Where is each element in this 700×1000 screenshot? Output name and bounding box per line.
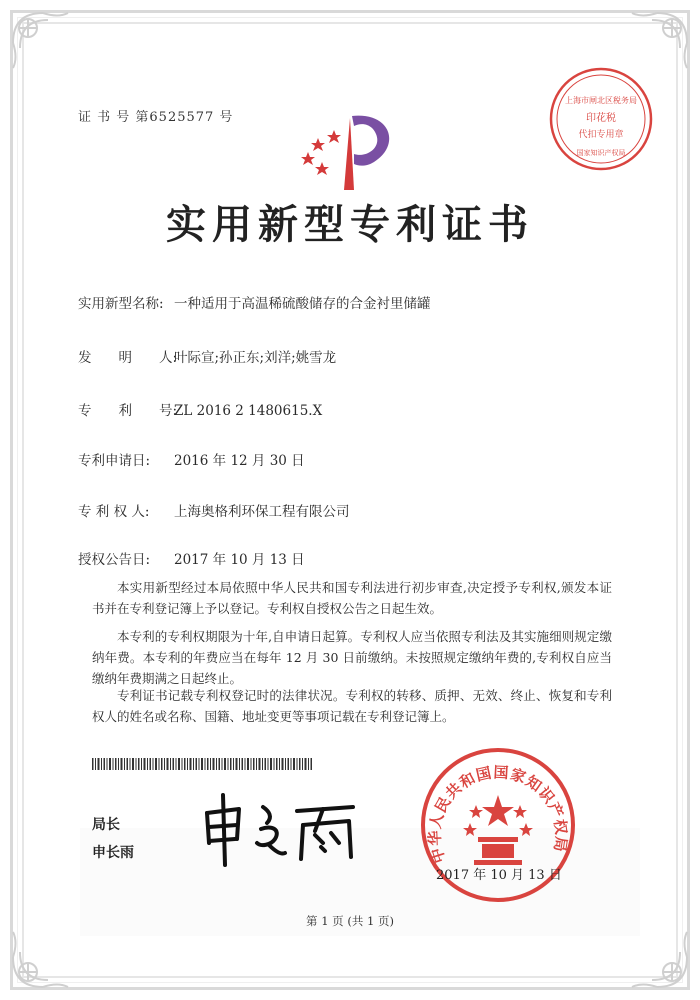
certificate-title: 实用新型专利证书	[166, 201, 534, 248]
field-value: 上海奥格利环保工程有限公司	[174, 504, 350, 520]
barcode-icon	[92, 758, 312, 770]
field-patent-number	[78, 399, 322, 419]
agency-stamp-icon	[545, 63, 657, 175]
certificate-number: 证 书 号 第6525577 号	[78, 110, 234, 125]
field-label: 发 明 人:	[78, 350, 178, 366]
field-label: 专 利 权 人:	[78, 504, 150, 520]
field-patentee	[78, 500, 350, 520]
field-value: 2016 年 12 月 30 日	[174, 453, 305, 469]
field-value: 叶际宣;孙正东;刘洋;姚雪龙	[174, 350, 337, 366]
director-title: 局长	[92, 817, 120, 833]
field-label: 专利申请日:	[78, 453, 151, 469]
field-value: 2017 年 10 月 13 日	[174, 552, 305, 568]
field-label: 专 利 号:	[78, 403, 178, 419]
field-value: 一种适用于高温稀硫酸储存的合金衬里储罐	[174, 296, 431, 312]
svg-text:上海市闸北区税务局: 上海市闸北区税务局	[565, 96, 637, 105]
director-name: 申长雨	[92, 845, 134, 861]
body-paragraph: 专利证书记载专利权登记时的法律状况。专利权的转移、质押、无效、终止、恢复和专利权人的姓名或名称、国籍、地址变更等事项记载在专利登记簿上。	[92, 688, 612, 724]
field-label: 授权公告日:	[78, 552, 151, 568]
field-utility-model-name	[78, 292, 431, 312]
seal-text: 中华人民共和国国家知识产权局	[425, 763, 571, 866]
field-grant-date	[78, 548, 305, 568]
svg-text:国家知识产权局: 国家知识产权局	[576, 149, 626, 157]
field-inventors	[78, 346, 336, 366]
field-value: ZL 2016 2 1480615.X	[174, 403, 323, 419]
issue-date: 2017 年 10 月 13 日	[436, 868, 562, 883]
field-label: 实用新型名称:	[78, 296, 164, 312]
field-application-date	[78, 449, 305, 469]
svg-text:代扣专用章: 代扣专用章	[578, 130, 624, 140]
body-paragraph: 本专利的专利权期限为十年,自申请日起算。专利权人应当依照专利法及其实施细则规定缴纳年费。本专利的年费应当在每年 12 月 30 日前缴纳。未按照规定缴纳年费的,专利权自应当缴纳年费期满之日起终止。	[92, 629, 612, 686]
corner-ornament-icon	[8, 922, 78, 992]
signature-icon	[195, 785, 370, 875]
corner-ornament-icon	[8, 8, 78, 78]
page-number: 第 1 页 (共 1 页)	[306, 914, 394, 928]
body-paragraph: 本实用新型经过本局依照中华人民共和国专利法进行初步审查,决定授予专利权,颁发本证书并在专利登记簿上予以登记。专利权自授权公告之日起生效。	[92, 580, 612, 616]
svg-text:印花税: 印花税	[586, 113, 616, 124]
patent-office-logo-icon	[296, 100, 406, 195]
